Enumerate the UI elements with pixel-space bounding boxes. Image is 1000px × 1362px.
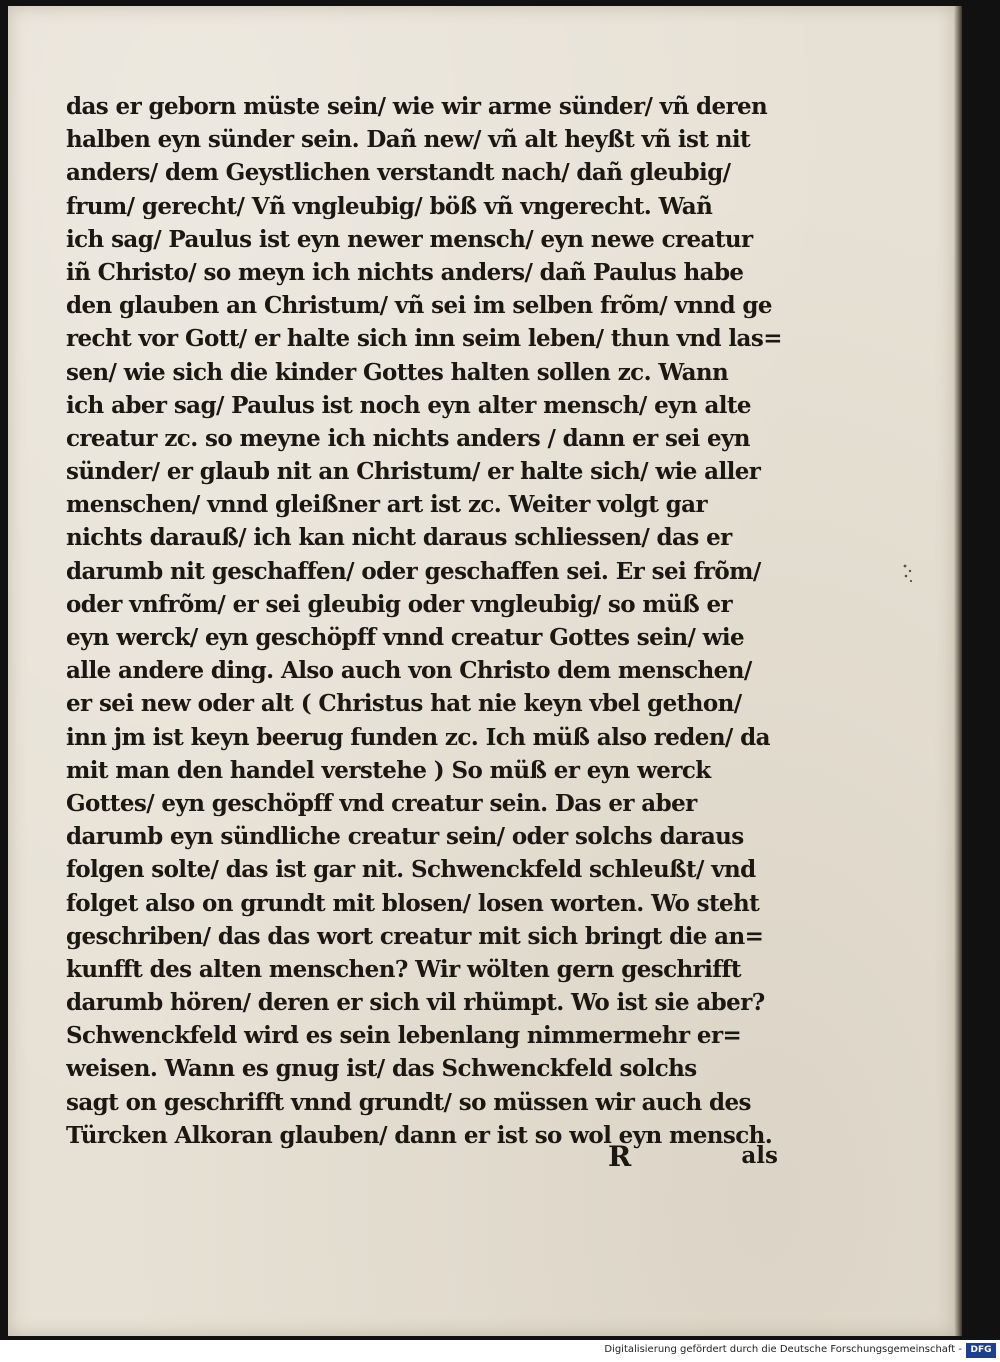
text-line: sünder/ er glaub nit an Christum/ er halte sich/ wie aller <box>66 458 761 486</box>
text-line: eyn werck/ eyn geschöpff vnnd creatur Gottes sein/ wie <box>66 624 745 651</box>
text-line: darumb hören/ deren er sich vil rhümpt. Wo ist sie aber? <box>66 989 765 1017</box>
text-line: inn jm ist keyn beerug funden zc. Ich müß also reden/ da <box>66 723 770 751</box>
text-line: halben eyn sünder sein. Dañ new/ vñ alt heyßt vñ ist nit <box>66 126 751 154</box>
text-line: darumb eyn sündliche creatur sein/ oder solchs daraus <box>66 823 744 851</box>
dfg-logo: DFG <box>966 1343 996 1358</box>
signature-mark: R <box>608 1140 632 1173</box>
text-line: er sei new oder alt ( Christus hat nie keyn vbel gethon/ <box>66 690 742 718</box>
text-line: Gottes/ eyn geschöpff vnd creatur sein. Das er aber <box>66 789 697 817</box>
text-line: creatur zc. so meyne ich nichts anders / dann er sei eyn <box>66 424 750 452</box>
text-line: folgen solte/ das ist gar nit. Schwenckfeld schleußt/ vnd <box>66 856 756 884</box>
text-line: kunfft des alten menschen? Wir wölten gern geschrifft <box>66 955 741 983</box>
catchword: als <box>741 1142 778 1169</box>
text-line: oder vnfrõm/ er sei gleubig oder vngleubig/ so müß er <box>66 590 733 618</box>
text-line: Schwenckfeld wird es sein lebenlang nimmermehr er= <box>66 1022 742 1050</box>
text-line: darumb nit geschaffen/ oder geschaffen sei. Er sei frõm/ <box>66 557 761 585</box>
text-line: recht vor Gott/ er halte sich inn seim leben/ thun vnd las= <box>66 325 782 353</box>
text-line: sagt on geschrifft vnnd grundt/ so müssen wir auch des <box>66 1088 751 1116</box>
catchword-row <box>608 1140 788 1174</box>
text-line: alle andere ding. Also auch von Christo dem menschen/ <box>66 657 752 685</box>
funding-credit: Digitalisierung gefördert durch die Deutsche Forschungsgemeinschaft - <box>604 1344 962 1355</box>
footer-bar <box>0 1340 1000 1362</box>
text-line: nichts darauß/ ich kan nicht daraus schliessen/ das er <box>66 524 732 552</box>
text-line: den glauben an Christum/ vñ sei im selben frõm/ vnnd ge <box>66 292 772 320</box>
text-line: Türcken Alkoran glauben/ dann er ist so wol eyn mensch. <box>66 1121 773 1149</box>
text-line: sen/ wie sich die kinder Gottes halten sollen zc. Wann <box>66 358 729 386</box>
text-line: mit man den handel verstehe ) So müß er eyn werck <box>66 756 711 784</box>
text-line: ich sag/ Paulus ist eyn newer mensch/ eyn newe creatur <box>66 225 753 253</box>
text-line: frum/ gerecht/ Vñ vngleubig/ böß vñ vngerecht. Wañ <box>66 192 713 220</box>
text-line: das er geborn müste sein/ wie wir arme sünder/ vñ deren <box>66 93 768 120</box>
text-line: geschriben/ das das wort creatur mit sich bringt die an= <box>66 922 764 950</box>
book-page <box>8 6 954 1336</box>
page-text-block <box>66 90 786 1152</box>
text-line: ich aber sag/ Paulus ist noch eyn alter mensch/ eyn alte <box>66 391 751 419</box>
text-line: iñ Christo/ so meyn ich nichts anders/ dañ Paulus habe <box>66 258 744 286</box>
text-line: weisen. Wann es gnug ist/ das Schwenckfeld solchs <box>66 1055 697 1083</box>
text-line: menschen/ vnnd gleißner art ist zc. Weiter volgt gar <box>66 491 707 519</box>
page-edge-shadow <box>954 6 962 1336</box>
margin-smudge <box>900 562 916 586</box>
text-line: anders/ dem Geystlichen verstandt nach/ dañ gleubig/ <box>66 159 731 187</box>
text-line: folget also on grundt mit blosen/ losen worten. Wo steht <box>66 889 760 917</box>
